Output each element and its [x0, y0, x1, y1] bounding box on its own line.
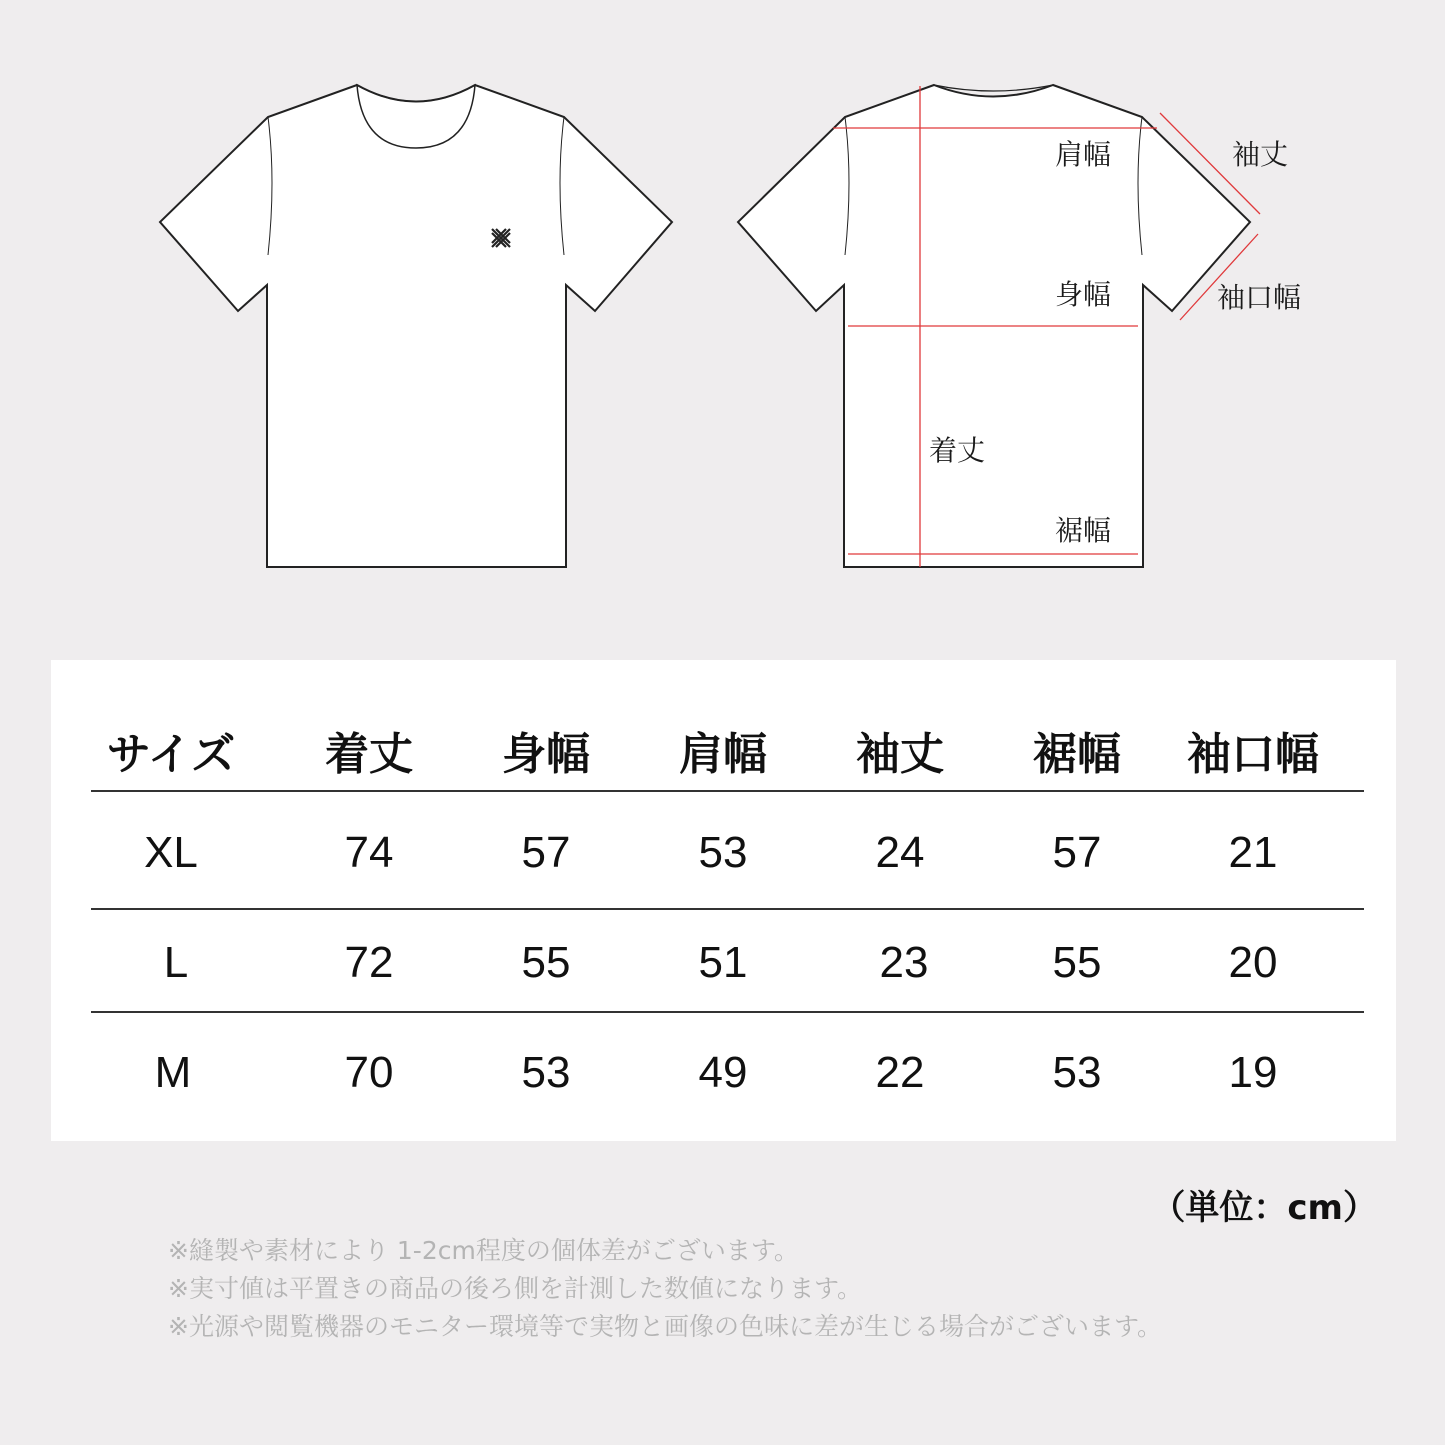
unit-label: （単位：cm） — [1151, 1188, 1377, 1228]
cell-size: XL — [144, 828, 198, 877]
notes — [168, 1232, 1162, 1346]
cell-total-length: 72 — [344, 938, 394, 987]
label-sleeve-length: 袖丈 — [1232, 138, 1289, 171]
header-shoulder-width: 肩幅 — [679, 729, 767, 780]
cell-cuff-width: 19 — [1228, 1048, 1278, 1097]
header-sleeve-length: 袖丈 — [856, 729, 944, 780]
cell-size: M — [154, 1048, 192, 1097]
tshirt-front — [160, 85, 672, 567]
header-size: サイズ — [106, 729, 236, 780]
cell-body-width: 57 — [521, 828, 571, 877]
note-item: ※光源や閲覧機器のモニター環境等で実物と画像の色味に差が生じる場合がございます。 — [168, 1312, 1162, 1341]
cell-sleeve-length: 22 — [875, 1048, 925, 1097]
cell-total-length: 70 — [344, 1048, 394, 1097]
header-hem-width: 裾幅 — [1033, 729, 1121, 780]
cell-body-width: 55 — [521, 938, 571, 987]
cell-hem-width: 57 — [1052, 828, 1102, 877]
cell-hem-width: 55 — [1052, 938, 1102, 987]
label-hem-width: 裾幅 — [1055, 514, 1112, 547]
cell-hem-width: 53 — [1052, 1048, 1102, 1097]
label-body-width: 身幅 — [1055, 278, 1112, 311]
cell-size: L — [163, 938, 189, 987]
table-divider — [91, 790, 1364, 792]
header-body-width: 身幅 — [502, 729, 590, 780]
cell-body-width: 53 — [521, 1048, 571, 1097]
header-cuff-width: 袖口幅 — [1187, 729, 1319, 780]
cell-cuff-width: 21 — [1228, 828, 1278, 877]
cell-sleeve-length: 23 — [879, 938, 929, 987]
size-table — [51, 660, 1396, 1141]
cell-shoulder-width: 51 — [698, 938, 748, 987]
cell-shoulder-width: 49 — [698, 1048, 748, 1097]
cell-total-length: 74 — [344, 828, 394, 877]
cell-cuff-width: 20 — [1228, 938, 1278, 987]
header-total-length: 着丈 — [325, 729, 413, 780]
note-item: ※実寸値は平置きの商品の後ろ側を計測した数値になります。 — [168, 1274, 862, 1303]
label-shoulder-width: 肩幅 — [1055, 138, 1112, 171]
table-divider — [91, 908, 1364, 910]
label-total-length: 着丈 — [929, 434, 986, 467]
table-divider — [91, 1011, 1364, 1013]
label-cuff-width: 袖口幅 — [1217, 281, 1302, 314]
tshirt-diagrams — [0, 0, 1445, 640]
cell-shoulder-width: 53 — [698, 828, 748, 877]
note-item: ※縫製や素材により 1-2cm程度の個体差がございます。 — [168, 1236, 799, 1265]
cell-sleeve-length: 24 — [875, 828, 925, 877]
